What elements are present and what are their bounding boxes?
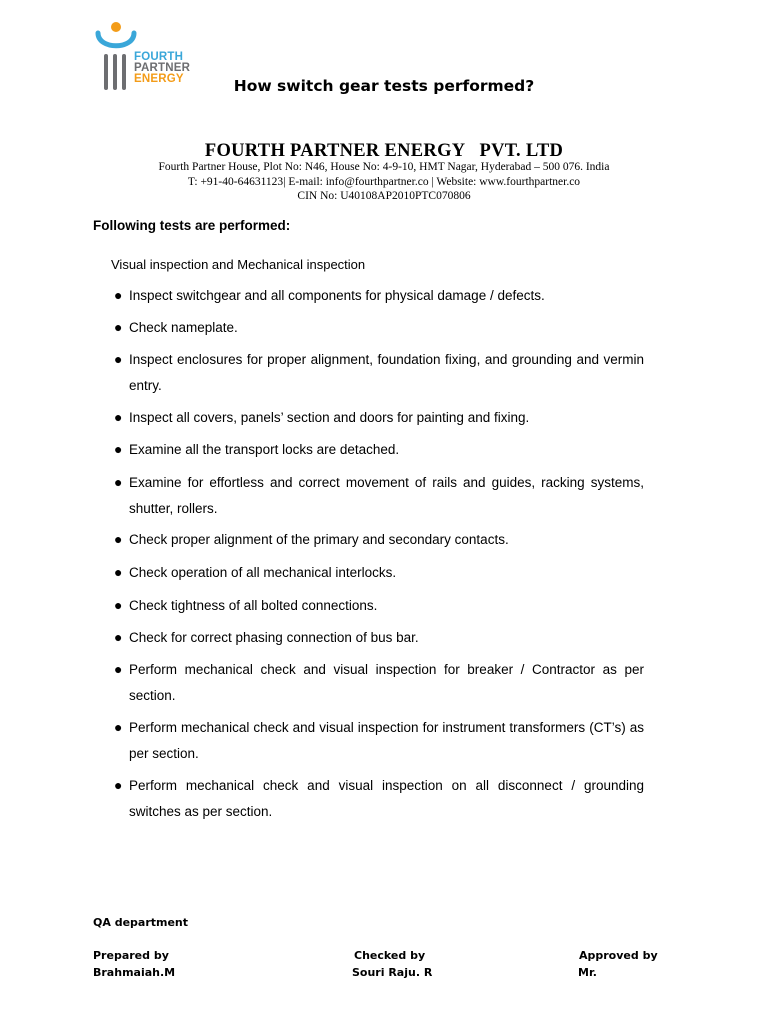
list-item-text: Check tightness of all bolted connections. xyxy=(129,598,378,613)
list-item-text: Check nameplate. xyxy=(129,320,238,335)
list-item-text: Inspect switchgear and all components for physical damage / defects. xyxy=(129,288,545,303)
list-item-text: Check operation of all mechanical interlocks. xyxy=(129,565,397,580)
logo-word-energy: ENERGY xyxy=(134,73,184,85)
bullet-dot-icon: ● xyxy=(114,441,123,457)
checked-by-name: Souri Raju. R xyxy=(352,966,433,979)
list-item xyxy=(114,315,644,341)
list-item xyxy=(114,560,644,586)
list-item xyxy=(114,470,644,521)
bullet-dot-icon: ● xyxy=(114,777,123,793)
bullet-dot-icon: ● xyxy=(114,597,123,613)
approved-by-label: Approved by xyxy=(579,949,658,962)
prepared-by-label: Prepared by xyxy=(93,949,169,962)
list-item-text: Inspect all covers, panels’ section and doors for painting and fixing. xyxy=(129,410,530,425)
document-title: How switch gear tests performed? xyxy=(233,77,535,95)
bullet-dot-icon: ● xyxy=(114,319,123,335)
list-item xyxy=(114,625,644,651)
bullet-dot-icon: ● xyxy=(114,719,123,735)
list-item xyxy=(114,773,644,824)
logo-blue-arc xyxy=(98,33,134,46)
list-item-text: Inspect enclosures for proper alignment, foundation fixing, and grounding and vermin entry. xyxy=(129,352,644,393)
bullet-dot-icon: ● xyxy=(114,629,123,645)
list-item-text: Check for correct phasing connection of bus bar. xyxy=(129,630,419,645)
bullet-dot-icon: ● xyxy=(114,351,123,367)
approved-by-name: Mr. xyxy=(578,966,597,979)
logo-orange-dot xyxy=(111,22,121,32)
list-item-text: Check proper alignment of the primary and secondary contacts. xyxy=(129,532,509,547)
logo-word-fourth: FOURTH xyxy=(134,51,184,63)
prepared-by-name: Brahmaiah.M xyxy=(93,966,176,979)
list-item-text: Examine for effortless and correct movement of rails and guides, racking systems, shutter, rollers. xyxy=(129,475,644,516)
list-item xyxy=(114,405,644,431)
subheading: Visual inspection and Mechanical inspection xyxy=(111,257,366,272)
company-address: Fourth Partner House, Plot No: N46, House No: 4-9-10, HMT Nagar, Hyderabad – 500 076. India xyxy=(158,161,610,173)
qa-department: QA department xyxy=(93,916,189,929)
list-item xyxy=(114,437,644,463)
bullet-dot-icon: ● xyxy=(114,564,123,580)
list-item xyxy=(114,657,644,708)
list-item xyxy=(114,527,644,553)
list-item xyxy=(114,715,644,766)
list-item xyxy=(114,283,644,309)
list-item xyxy=(114,593,644,619)
list-item-text: Perform mechanical check and visual inspection for instrument transformers (CT’s) as per section. xyxy=(129,720,644,761)
bullet-dot-icon: ● xyxy=(114,661,123,677)
bullet-dot-icon: ● xyxy=(114,531,123,547)
list-item xyxy=(114,347,644,398)
list-item-text: Perform mechanical check and visual inspection for breaker / Contractor as per section. xyxy=(129,662,644,703)
logo-word-partner: PARTNER xyxy=(134,62,191,74)
bullet-dot-icon: ● xyxy=(114,474,123,490)
list-item-text: Perform mechanical check and visual inspection on all disconnect / grounding switches as per section. xyxy=(129,778,644,819)
bullet-dot-icon: ● xyxy=(114,287,123,303)
section-heading: Following tests are performed: xyxy=(93,218,291,233)
company-contact: T: +91-40-64631123| E-mail: info@fourthpartner.co | Website: www.fourthpartner.co xyxy=(187,176,581,188)
list-item-text: Examine all the transport locks are detached. xyxy=(129,442,400,457)
company-name: FOURTH PARTNER ENERGY PVT. LTD xyxy=(204,141,564,161)
checked-by-label: Checked by xyxy=(354,949,426,962)
bullet-dot-icon: ● xyxy=(114,409,123,425)
company-cin: CIN No: U40108AP2010PTC070806 xyxy=(297,190,471,202)
